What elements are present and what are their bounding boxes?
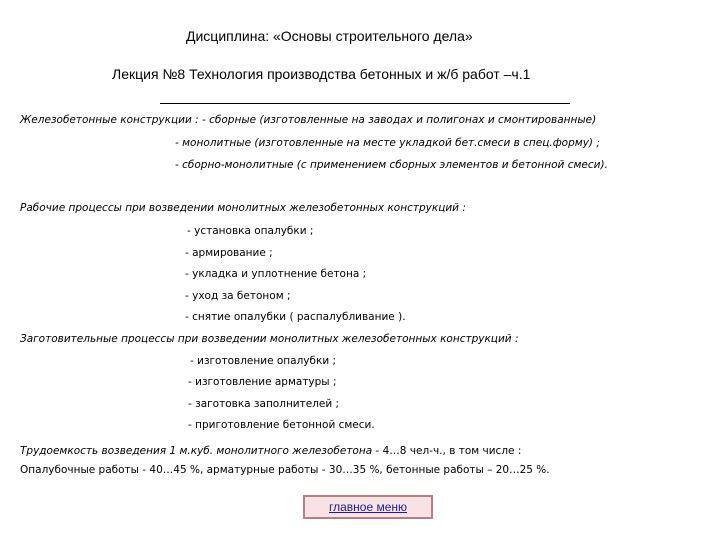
section1-heading: Железобетонные конструкции : - сборные (изготовленные на заводах и полигонах и смонтированные): [20, 114, 597, 126]
section2-item: - уход за бетоном ;: [185, 290, 291, 302]
section3-item: - изготовление опалубки ;: [190, 355, 337, 367]
section2-item: - снятие опалубки ( распалубливание ).: [185, 311, 406, 323]
main-menu-button[interactable]: главное меню: [303, 495, 433, 519]
discipline-title: Дисциплина: «Основы строительного дела»: [186, 28, 473, 44]
labor-breakdown: Опалубочные работы - 40…45 %, арматурные работы - 30…35 %, бетонные работы – 20…25 %.: [20, 464, 550, 476]
section2-item: - установка опалубки ;: [187, 225, 314, 237]
section2-item: - укладка и уплотнение бетона ;: [185, 268, 367, 280]
labor-intro-italic: Трудоемкость возведения 1 м.куб. монолитного железобетона: [20, 445, 373, 457]
title-divider: [160, 103, 570, 104]
section3-item: - заготовка заполнителей ;: [188, 398, 340, 410]
section1-item: - монолитные (изготовленные на месте укладкой бет.смеси в спец.форму) ;: [175, 137, 600, 149]
section3-item: - изготовление арматуры ;: [188, 376, 337, 388]
labor-intensity-line: [20, 441, 521, 459]
labor-intro-rest: - 4…8 чел-ч., в том числе :: [372, 445, 522, 457]
lecture-title: Лекция №8 Технология производства бетонных и ж/б работ –ч.1: [112, 66, 531, 82]
section2-item: - армирование ;: [185, 247, 273, 259]
section3-item: - приготовление бетонной смеси.: [188, 419, 375, 431]
section1-item: - сборно-монолитные (с применением сборных элементов и бетонной смеси).: [175, 159, 608, 171]
section2-heading: Рабочие процессы при возведении монолитных железобетонных конструкций :: [20, 202, 466, 214]
section3-heading: Заготовительные процессы при возведении монолитных железобетонных конструкций :: [20, 333, 519, 345]
